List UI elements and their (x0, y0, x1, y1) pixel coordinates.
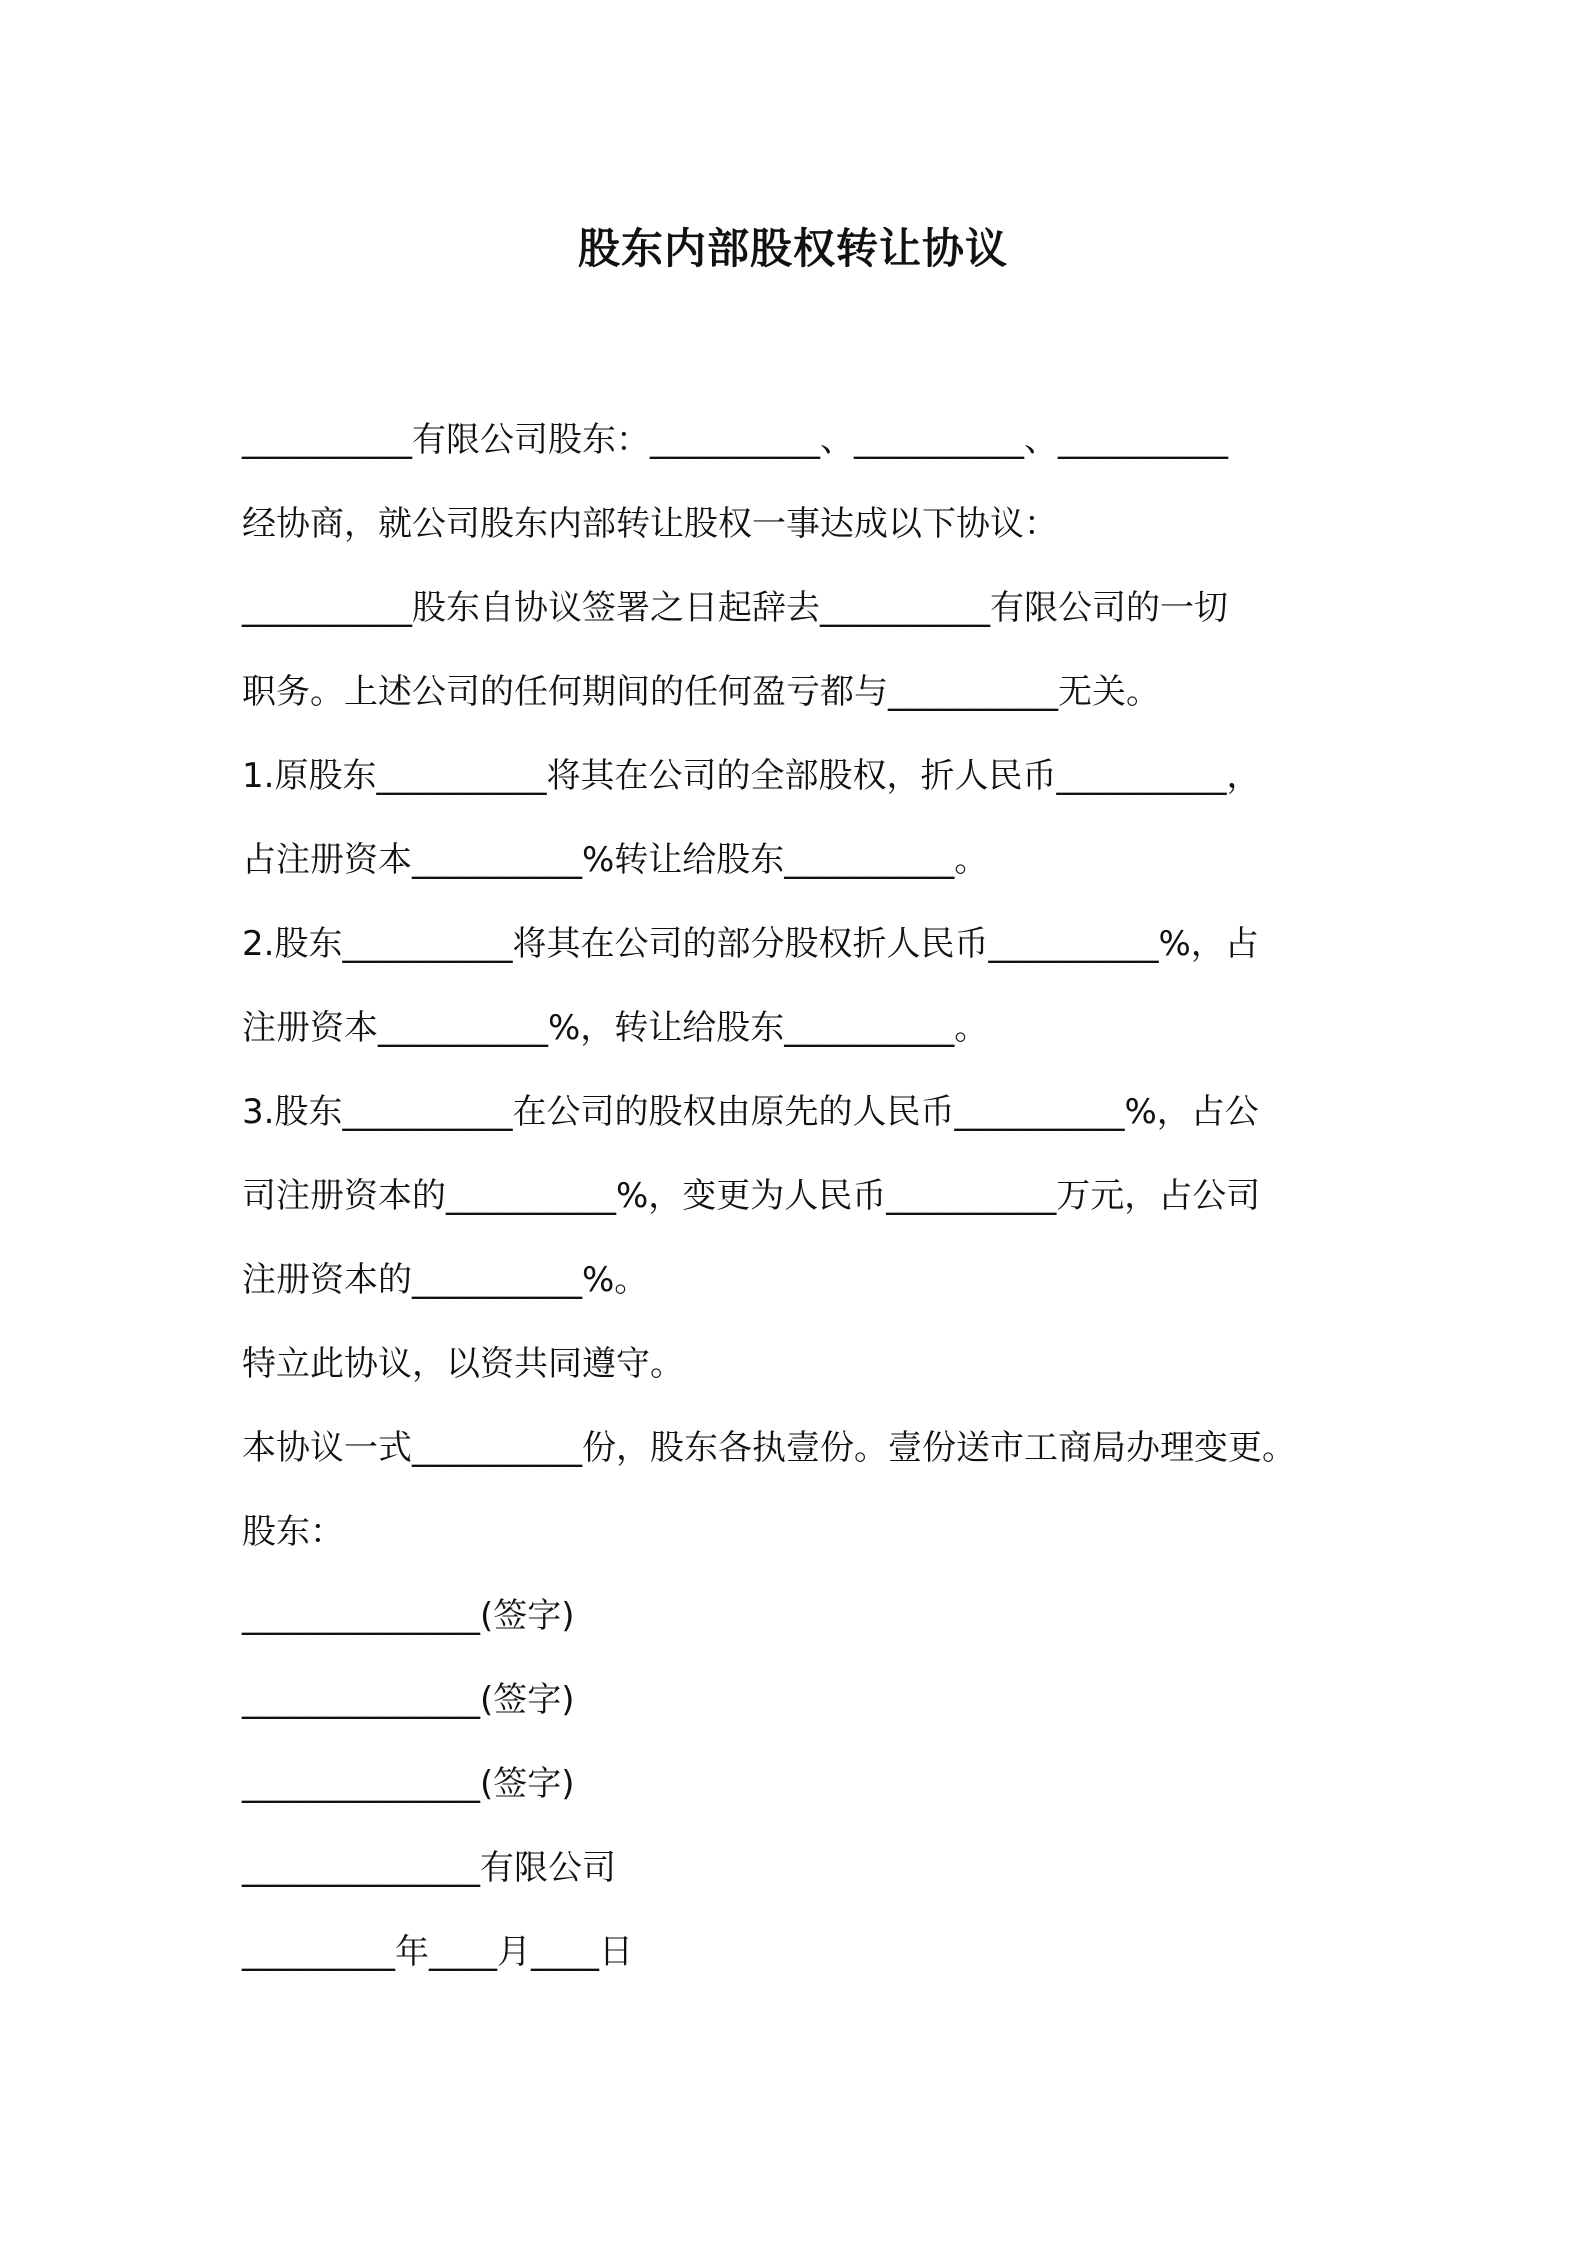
parties-line: __________有限公司股东：__________、__________、__________ (242, 420, 1228, 460)
closing-line: 特立此协议，以资共同遵守。 (242, 1344, 684, 1384)
clause-3-line-2: 司注册资本的__________%，变更为人民币__________万元，占公司 (242, 1176, 1261, 1216)
preamble-line: 经协商，就公司股东内部转让股权一事达成以下协议： (242, 504, 1058, 544)
clause-1-line-2: 占注册资本__________%转让给股东__________。 (242, 840, 989, 880)
clause-2-line-1: 2.股东__________将其在公司的部分股权折人民币__________%，占 (242, 924, 1259, 964)
company-line: ______________有限公司 (242, 1848, 616, 1888)
signature-line-2: ______________(签字) (242, 1680, 575, 1720)
date-line: _________年____月____日 (242, 1932, 633, 1972)
signature-line-1: ______________(签字) (242, 1596, 575, 1636)
shareholders-label: 股东： (242, 1512, 344, 1552)
clause-3-line-1: 3.股东__________在公司的股权由原先的人民币__________%，占公 (242, 1092, 1259, 1132)
resignation-line-2: 职务。上述公司的任何期间的任何盈亏都与__________无关。 (242, 672, 1160, 712)
clause-2-line-2: 注册资本__________%，转让给股东__________。 (242, 1008, 989, 1048)
signature-line-3: ______________(签字) (242, 1764, 575, 1804)
copies-line: 本协议一式__________份，股东各执壹份。壹份送市工商局办理变更。 (242, 1428, 1296, 1468)
document-title: 股东内部股权转让协议 (577, 224, 1008, 273)
clause-3-line-3: 注册资本的__________%。 (242, 1260, 649, 1300)
resignation-line-1: __________股东自协议签署之日起辞去__________有限公司的一切 (242, 588, 1228, 628)
clause-1-line-1: 1.原股东__________将其在公司的全部股权，折人民币__________， (242, 756, 1261, 796)
